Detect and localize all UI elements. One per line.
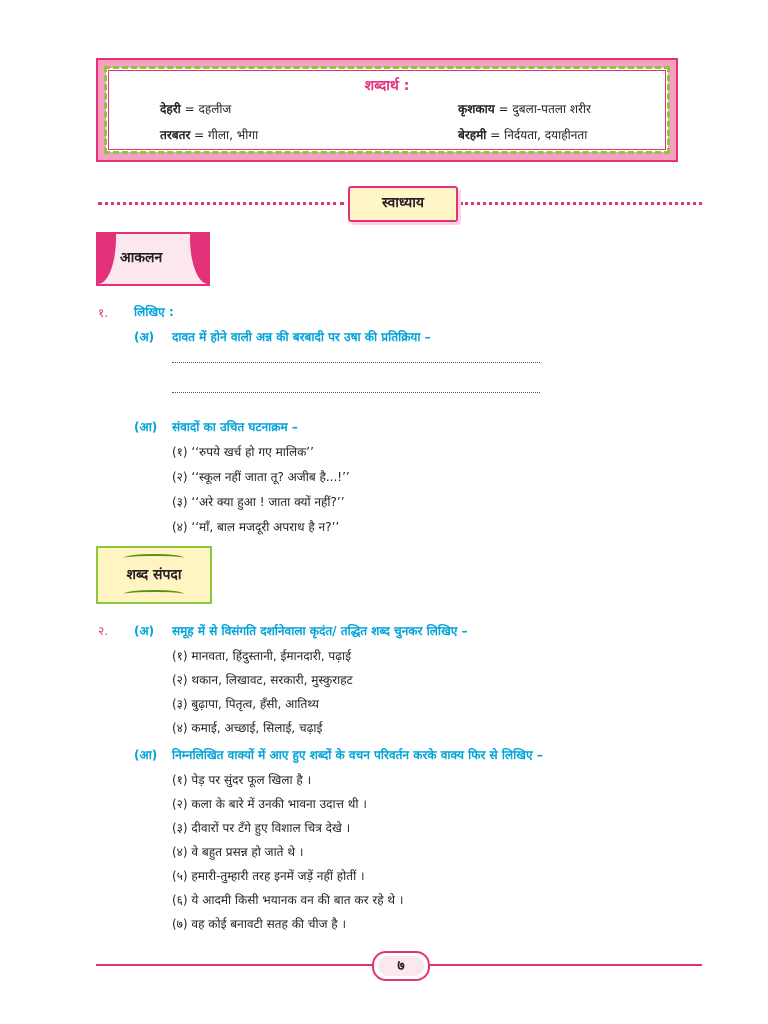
answer-line [172,392,540,393]
glossary-meaning: = गीला, भीगा [190,128,259,142]
answer-line [172,362,540,363]
dotted-divider-left [98,202,344,205]
list-item: (४) कमाई, अच्छाई, सिलाई, चढ़ाई [172,721,323,735]
dotted-divider-right [460,202,702,205]
list-item: (७) वह कोई बनावटी सतह की चीज है । [172,917,347,931]
list-item: (५) हमारी-तुम्हारी तरह इनमें जड़ें नहीं होतीं । [172,869,365,883]
glossary-meaning: = निर्दयता, दयाहीनता [486,128,588,142]
list-item: (२) ‘‘स्कूल नहीं जाता तू? अजीब है...!’’ [172,470,350,484]
list-item: (१) मानवता, हिंदुस्तानी, ईमानदारी, पढ़ाई [172,649,352,663]
subquestion-text: निम्नलिखित वाक्यों में आए हुए शब्दों के वचन परिवर्तन करके वाक्य फिर से लिखिए – [172,748,543,762]
shabd-sampada-label: शब्द संपदा [126,567,182,583]
list-item: (२) कला के बारे में उनकी भावना उदात्त थी । [172,797,367,811]
glossary-box [96,58,678,162]
list-item: (१) पेड़ पर सुंदर फूल खिला है । [172,773,312,787]
swirl-top-icon [124,554,184,562]
glossary-entry [160,126,258,143]
glossary-entry [160,100,231,117]
glossary-word: कृशकाय [458,102,495,116]
glossary-word: देहरी [160,102,181,116]
curtain-left-icon [98,234,116,284]
curtain-right-icon [190,234,208,284]
page-number-text: ७ [397,958,405,974]
subquestion-text: दावत में होने वाली अन्न की बरबादी पर उषा की प्रतिक्रिया – [172,330,431,344]
list-item: (३) बुढ़ापा, पितृत्व, हँसी, आतिथ्य [172,697,319,711]
subquestion-label: (अ) [134,330,155,344]
subquestion-label: (आ) [134,420,158,434]
aaklan-label: आकलन [120,250,163,266]
glossary-meaning: = दहलीज [180,102,232,116]
question-number: १. [98,306,109,320]
list-item: (२) थकान, लिखावट, सरकारी, मुस्कुराहट [172,673,353,687]
shabd-sampada-tab [96,546,212,604]
list-item: (३) दीवारों पर टँगे हुए विशाल चित्र देखे । [172,821,351,835]
list-item: (१) ‘‘रुपये खर्च हो गए मालिक’’ [172,445,314,459]
glossary-title: शब्दार्थ : [364,78,410,94]
swirl-bottom-icon [124,590,184,598]
subquestion-text: समूह में से विसंगति दर्शानेवाला कृदंत/ तद्धित शब्द चुनकर लिखिए – [172,624,468,638]
subquestion-text: संवादों का उचित घटनाक्रम – [172,420,298,434]
list-item: (४) ‘‘माँ, बाल मजदूरी अपराध है न?’’ [172,520,340,534]
glossary-entry [458,100,591,117]
subquestion-label: (आ) [134,748,158,762]
question-label: लिखिए : [134,305,174,319]
glossary-meaning: = दुबला-पतला शरीर [494,102,591,116]
page-number [372,951,430,981]
question-number: २. [98,624,109,638]
list-item: (६) ये आदमी किसी भयानक वन की बात कर रहे थे । [172,893,404,907]
list-item: (४) वे बहुत प्रसन्न हो जाते थे । [172,845,304,859]
glossary-word: तरबतर [160,128,191,142]
aaklan-tab [96,232,210,286]
swadhyay-banner: स्वाध्याय [348,186,458,222]
subquestion-label: (अ) [134,624,155,638]
glossary-entry [458,126,587,143]
glossary-word: बेरहमी [458,128,487,142]
list-item: (३) ‘‘अरे क्या हुआ ! जाता क्यों नहीं?’’ [172,495,345,509]
